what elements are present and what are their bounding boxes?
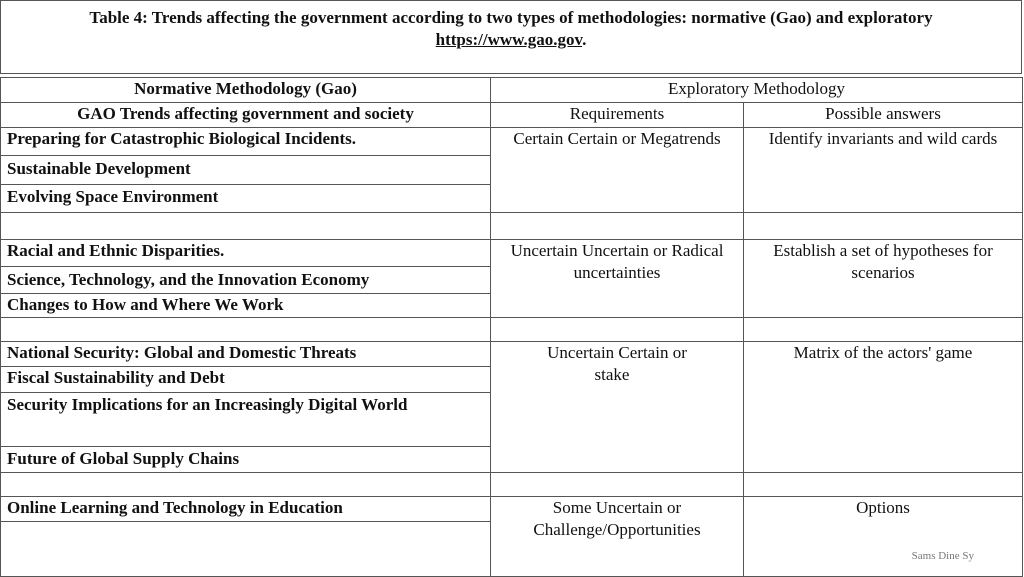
trend-cell: Science, Technology, and the Innovation Economy (1, 267, 491, 294)
spacer-cell (1, 213, 491, 240)
caption-source (1, 29, 1021, 51)
trend-cell: Security Implications for an Increasingly Digital World (1, 393, 491, 447)
trend-cell: Online Learning and Technology in Education (1, 497, 491, 522)
trend-cell: Preparing for Catastrophic Biological Incidents. (1, 128, 491, 156)
header-normative: Normative Methodology (Gao) (1, 78, 491, 103)
answer-cell: Establish a set of hypotheses for scenarios (744, 240, 1023, 318)
trend-cell: National Security: Global and Domestic Threats (1, 342, 491, 367)
header-possible-answers: Possible answers (744, 103, 1023, 128)
requirement-cell: Uncertain Uncertain or Radical uncertainties (491, 240, 744, 318)
requirement-cell: Some Uncertain or Challenge/Opportunities (491, 497, 744, 577)
spacer-cell (744, 213, 1023, 240)
spacer-cell (744, 473, 1023, 497)
answer-cell: Identify invariants and wild cards (744, 128, 1023, 213)
trend-cell: Fiscal Sustainability and Debt (1, 367, 491, 393)
trend-cell: Sustainable Development (1, 156, 491, 185)
header-exploratory: Exploratory Methodology (491, 78, 1023, 103)
spacer-cell (491, 318, 744, 342)
author-signature: Sams Dine Sy (911, 550, 974, 562)
empty-trend-cell (1, 522, 491, 577)
answer-cell: Matrix of the actors' game (744, 342, 1023, 473)
spacer-cell (1, 473, 491, 497)
spacer-cell (1, 318, 491, 342)
table-caption (0, 0, 1022, 74)
source-link[interactable]: https://www.gao.gov (435, 30, 583, 49)
requirement-line: Uncertain Certain or (547, 343, 687, 362)
trend-cell: Evolving Space Environment (1, 185, 491, 213)
header-requirements: Requirements (491, 103, 744, 128)
answer-cell: Options (744, 497, 1023, 577)
spacer-cell (491, 473, 744, 497)
requirement-line: stake (594, 365, 630, 384)
spacer-cell (744, 318, 1023, 342)
requirement-cell (491, 342, 744, 473)
trend-cell: Changes to How and Where We Work (1, 294, 491, 318)
trends-table (0, 77, 1023, 577)
caption-period: . (582, 30, 587, 49)
header-gao-trends: GAO Trends affecting government and society (1, 103, 491, 128)
spacer-cell (491, 213, 744, 240)
requirement-cell: Certain Certain or Megatrends (491, 128, 744, 213)
caption-title: Table 4: Trends affecting the government according to two types of methodologies: normative (Gao) and exploratory (89, 8, 933, 27)
trend-cell: Future of Global Supply Chains (1, 447, 491, 473)
trend-cell: Racial and Ethnic Disparities. (1, 240, 491, 267)
